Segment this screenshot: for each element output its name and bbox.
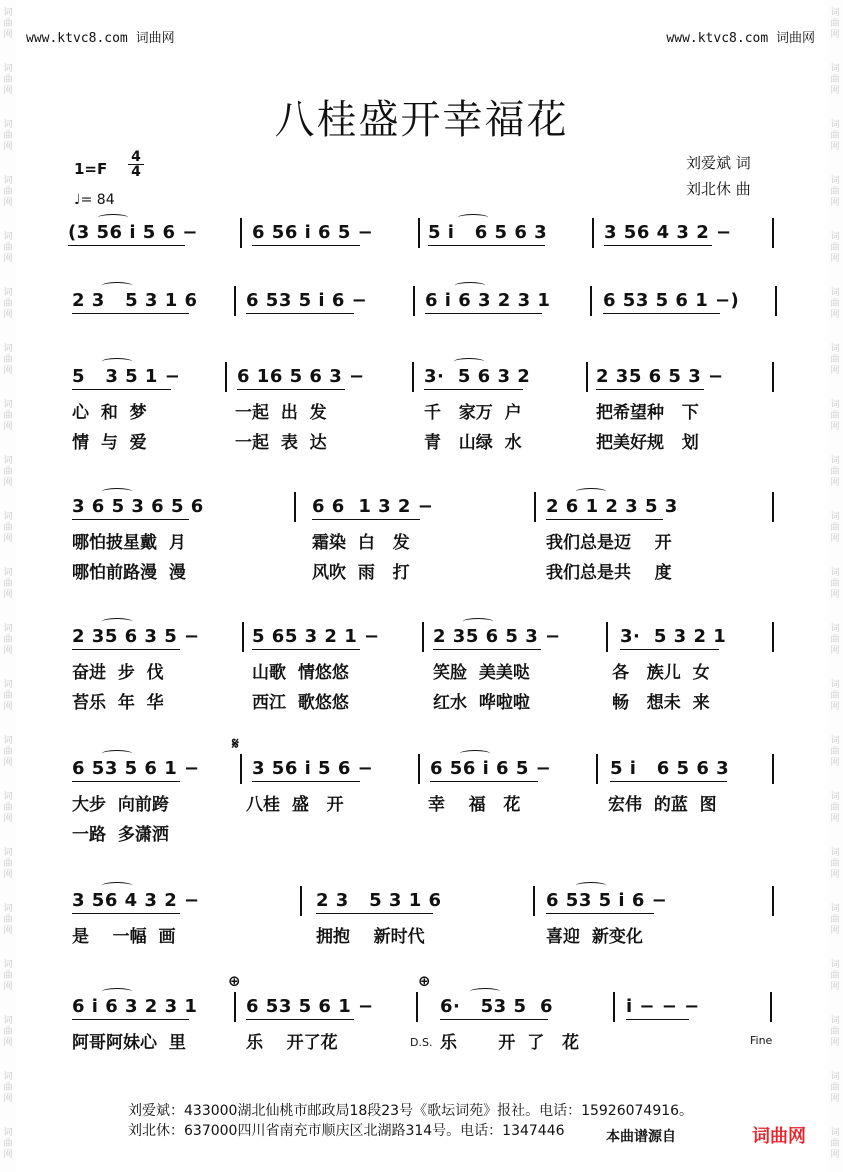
- header-site-left[interactable]: www.ktvc8.com 词曲网: [26, 31, 175, 46]
- time-signature-bottom: 4: [131, 164, 141, 180]
- beam-line: [252, 245, 360, 246]
- beam-line: [246, 313, 354, 314]
- measure: 6 53 5 6 1 −: [72, 758, 200, 779]
- lyric-text: 一起 表 达: [235, 433, 327, 453]
- watermark-text: 词 曲 网: [830, 792, 840, 824]
- lyric-text: 大步 向前跨: [72, 795, 169, 815]
- tie-arc: [102, 988, 132, 995]
- coda-mark-1: ⊕: [228, 972, 241, 990]
- tie-arc: [455, 282, 485, 289]
- barline: [234, 286, 236, 316]
- lyric-text: 喜迎 新变化: [546, 927, 643, 947]
- footer-brand-logo[interactable]: 词曲网: [752, 1126, 806, 1147]
- beam-line: [72, 1019, 189, 1020]
- measure: 3 6 5 3 6 5 6: [72, 496, 204, 517]
- lyricist-credit: 刘爱斌 词: [686, 154, 751, 172]
- fine-mark: Fine: [750, 1034, 773, 1047]
- watermark-text: 词 曲 网: [3, 680, 13, 712]
- right-watermark-strip: [827, 0, 843, 1172]
- measure: 3· 5 3 2 1: [620, 626, 727, 647]
- tie-arc: [102, 618, 132, 625]
- barline: [606, 622, 608, 652]
- watermark-text: 词 曲 网: [3, 8, 13, 40]
- barline: [772, 492, 774, 522]
- watermark-text: 词 曲 网: [3, 288, 13, 320]
- quarter-note-icon: ♩: [74, 192, 81, 208]
- tempo-value: = 84: [80, 192, 115, 208]
- header-site-right[interactable]: www.ktvc8.com 词曲网: [666, 31, 815, 46]
- barline: [234, 992, 236, 1022]
- watermark-text: 词 曲 网: [830, 64, 840, 96]
- lyric-text: 风吹 雨 打: [312, 563, 410, 583]
- lyric-text: 千 家万 户: [424, 403, 522, 423]
- beam-line: [72, 649, 180, 650]
- watermark-text: 词 曲 网: [830, 904, 840, 936]
- measure: 2 35 6 3 5 −: [72, 626, 200, 647]
- composer-credit: 刘北休 曲: [686, 180, 751, 198]
- measure: 6 56 i 6 5 −: [430, 758, 552, 779]
- measure: 5 i 6 5 6 3: [428, 222, 548, 243]
- footer-line-lyricist: 刘爱斌：433000湖北仙桃市邮政局18段23号《歌坛词苑》报社。电话：15926074916。: [128, 1103, 694, 1119]
- barline: [772, 218, 774, 248]
- watermark-text: 词 曲 网: [830, 736, 840, 768]
- watermark-text: 词 曲 网: [3, 904, 13, 936]
- lyric-text: 心 和 梦: [72, 403, 147, 423]
- barline: [240, 218, 242, 248]
- lyric-text: 把美好规 划: [596, 433, 699, 453]
- beam-line: [546, 519, 663, 520]
- tie-arc: [102, 882, 132, 889]
- lyric-text: 情 与 爱: [72, 433, 147, 453]
- watermark-text: 词 曲 网: [830, 512, 840, 544]
- tie-arc: [576, 882, 606, 889]
- tie-arc: [454, 358, 484, 365]
- beam-line: [425, 313, 542, 314]
- barline: [422, 622, 424, 652]
- measure: 3 56 4 3 2 −: [604, 222, 732, 243]
- watermark-text: 词 曲 网: [830, 848, 840, 880]
- beam-line: [312, 519, 420, 520]
- measure: i − − −: [626, 996, 700, 1017]
- watermark-text: 词 曲 网: [3, 1016, 13, 1048]
- beam-line: [440, 1019, 548, 1020]
- watermark-text: 词 曲 网: [3, 960, 13, 992]
- measure: 6 56 i 6 5 −: [252, 222, 374, 243]
- beam-line: [237, 389, 345, 390]
- beam-line: [626, 1019, 689, 1020]
- barline: [772, 886, 774, 916]
- measure: 2 35 6 5 3 −: [596, 366, 724, 387]
- footer-line-composer: 刘北休：637000四川省南充市顺庆区北湖路314号。电话：1347446: [128, 1123, 565, 1139]
- watermark-text: 词 曲 网: [3, 456, 13, 488]
- tie-arc: [463, 618, 493, 625]
- beam-line: [596, 389, 704, 390]
- beam-line: [424, 389, 523, 390]
- lyric-text: 我们总是迈 开: [546, 533, 672, 553]
- watermark-text: 词 曲 网: [3, 792, 13, 824]
- barline: [590, 286, 592, 316]
- watermark-text: 词 曲 网: [3, 120, 13, 152]
- lyric-text: 阿哥阿妹心 里: [72, 1033, 186, 1053]
- lyric-text: 我们总是共 度: [546, 563, 672, 583]
- watermark-text: 词 曲 网: [830, 120, 840, 152]
- measure: 5 3 5 1 −: [72, 366, 181, 387]
- barline: [412, 362, 414, 392]
- barline: [533, 886, 535, 916]
- barline: [770, 992, 772, 1022]
- left-watermark-strip: [0, 0, 16, 1172]
- measure: 6· 53 5 6: [440, 996, 554, 1017]
- measure: 3 56 4 3 2 −: [72, 890, 200, 911]
- tie-arc: [102, 358, 132, 365]
- beam-line: [430, 781, 538, 782]
- beam-line: [252, 781, 360, 782]
- measure: 5 65 3 2 1 −: [252, 626, 380, 647]
- lyric-text: 哪怕前路漫 漫: [72, 563, 186, 583]
- measure: 6 53 5 i 6 −: [546, 890, 668, 911]
- measure: 6 6 1 3 2 −: [312, 496, 434, 517]
- measure: 6 53 5 i 6 −: [246, 290, 368, 311]
- barline: [242, 622, 244, 652]
- lyric-text: 拥抱 新时代: [316, 927, 425, 947]
- watermark-text: 词 曲 网: [3, 1128, 13, 1160]
- barline: [300, 886, 302, 916]
- watermark-text: 词 曲 网: [830, 1016, 840, 1048]
- measure: 6 53 5 6 1 −: [246, 996, 374, 1017]
- lyric-text: 幸 福 花: [428, 795, 521, 815]
- measure: (3 56 i 5 6 −: [68, 222, 198, 243]
- beam-line: [428, 245, 545, 246]
- watermark-text: 词 曲 网: [3, 344, 13, 376]
- beam-line: [72, 519, 189, 520]
- measure: 3· 5 6 3 2: [424, 366, 531, 387]
- lyric-text: 红水 哗啦啦: [433, 693, 530, 713]
- watermark-text: 词 曲 网: [3, 64, 13, 96]
- beam-line: [433, 649, 541, 650]
- barline: [775, 286, 777, 316]
- watermark-text: 词 曲 网: [830, 1072, 840, 1104]
- tie-arc: [102, 750, 132, 757]
- measure: 2 35 6 5 3 −: [433, 626, 561, 647]
- lyric-text: 一起 出 发: [235, 403, 327, 423]
- song-title: 八桂盛开幸福花: [274, 97, 569, 143]
- barline: [592, 218, 594, 248]
- barline: [596, 754, 598, 784]
- watermark-text: 词 曲 网: [3, 624, 13, 656]
- lyric-text: 畅 想未 来: [612, 693, 710, 713]
- lyric-text: 霜染 白 发: [312, 533, 410, 553]
- lyric-text: 各 族儿 女: [612, 663, 710, 683]
- watermark-text: 词 曲 网: [3, 568, 13, 600]
- tie-arc: [102, 488, 132, 495]
- watermark-text: 词 曲 网: [830, 680, 840, 712]
- tie-arc: [458, 214, 488, 221]
- barline: [294, 492, 296, 522]
- measure: 2 3 5 3 1 6: [316, 890, 442, 911]
- measure: 6 i 6 3 2 3 1: [425, 290, 551, 311]
- barline: [613, 992, 615, 1022]
- beam-line: [252, 649, 360, 650]
- barline: [586, 362, 588, 392]
- watermark-text: 词 曲 网: [830, 176, 840, 208]
- lyric-text: 奋进 步 伐: [72, 663, 164, 683]
- barline: [418, 754, 420, 784]
- lyric-text: 笑脸 美美哒: [433, 663, 530, 683]
- lyric-text: 八桂 盛 开: [246, 795, 344, 815]
- beam-line: [68, 245, 185, 246]
- barline: [240, 754, 242, 784]
- beam-line: [246, 1019, 354, 1020]
- lyric-text: 西江 歌悠悠: [252, 693, 349, 713]
- beam-line: [72, 313, 189, 314]
- beam-line: [72, 389, 171, 390]
- lyric-text: 是 一幅 画: [72, 927, 176, 947]
- lyric-text: 青 山绿 水: [424, 433, 522, 453]
- watermark-text: 词 曲 网: [830, 624, 840, 656]
- watermark-text: 词 曲 网: [3, 176, 13, 208]
- watermark-text: 词 曲 网: [830, 456, 840, 488]
- beam-line: [610, 781, 727, 782]
- beam-line: [316, 913, 433, 914]
- beam-line: [603, 313, 720, 314]
- barline: [225, 362, 227, 392]
- lyric-text: 把希望种 下: [596, 403, 699, 423]
- beam-line: [72, 913, 180, 914]
- beam-line: [72, 781, 180, 782]
- tie-arc: [470, 988, 500, 995]
- watermark-text: 词 曲 网: [830, 8, 840, 40]
- barline: [418, 218, 420, 248]
- barline: [413, 286, 415, 316]
- watermark-text: 词 曲 网: [3, 232, 13, 264]
- lyric-text: 乐 开 了 花: [440, 1033, 580, 1053]
- measure: 2 6 1 2 3 5 3: [546, 496, 678, 517]
- beam-line: [620, 649, 719, 650]
- tempo-marking: [74, 192, 115, 208]
- measure: 2 3 5 3 1 6: [72, 290, 198, 311]
- beam-line: [604, 245, 712, 246]
- time-signature-top: 4: [128, 150, 144, 165]
- tie-arc: [102, 282, 132, 289]
- watermark-text: 词 曲 网: [3, 736, 13, 768]
- measure: 6 53 5 6 1 −): [603, 290, 740, 311]
- ds-mark: D.S.: [410, 1036, 433, 1049]
- watermark-text: 词 曲 网: [3, 1072, 13, 1104]
- watermark-text: 词 曲 网: [830, 400, 840, 432]
- beam-line: [546, 913, 654, 914]
- watermark-text: 词 曲 网: [830, 568, 840, 600]
- tie-arc: [576, 488, 606, 495]
- key-signature: 1=F: [74, 160, 108, 178]
- watermark-text: 词 曲 网: [830, 344, 840, 376]
- coda-mark-2: ⊕: [418, 972, 431, 990]
- barline: [534, 492, 536, 522]
- lyric-text: 一路 多潇洒: [72, 825, 169, 845]
- time-signature: [128, 150, 144, 179]
- watermark-text: 词 曲 网: [830, 288, 840, 320]
- watermark-text: 词 曲 网: [3, 512, 13, 544]
- tie-arc: [460, 750, 490, 757]
- measure: 5 i 6 5 6 3: [610, 758, 730, 779]
- watermark-text: 词 曲 网: [3, 848, 13, 880]
- measure: 6 i 6 3 2 3 1: [72, 996, 198, 1017]
- lyric-text: 山歌 情悠悠: [252, 663, 349, 683]
- watermark-text: 词 曲 网: [830, 1128, 840, 1160]
- barline: [772, 622, 774, 652]
- barline: [772, 754, 774, 784]
- tie-arc: [98, 214, 128, 221]
- lyric-text: 苔乐 年 华: [72, 693, 164, 713]
- measure: 3 56 i 5 6 −: [252, 758, 374, 779]
- lyric-text: 乐 开了花: [246, 1033, 338, 1053]
- lyric-text: 哪怕披星戴 月: [72, 533, 186, 553]
- segno-mark: 𝄋: [232, 734, 239, 753]
- watermark-text: 词 曲 网: [3, 400, 13, 432]
- measure: 6 16 5 6 3 −: [237, 366, 365, 387]
- watermark-text: 词 曲 网: [830, 960, 840, 992]
- watermark-text: 词 曲 网: [830, 232, 840, 264]
- footer-source-label: 本曲谱源自: [606, 1129, 676, 1145]
- lyric-text: 宏伟 的蓝 图: [608, 795, 717, 815]
- barline: [416, 992, 418, 1022]
- barline: [772, 362, 774, 392]
